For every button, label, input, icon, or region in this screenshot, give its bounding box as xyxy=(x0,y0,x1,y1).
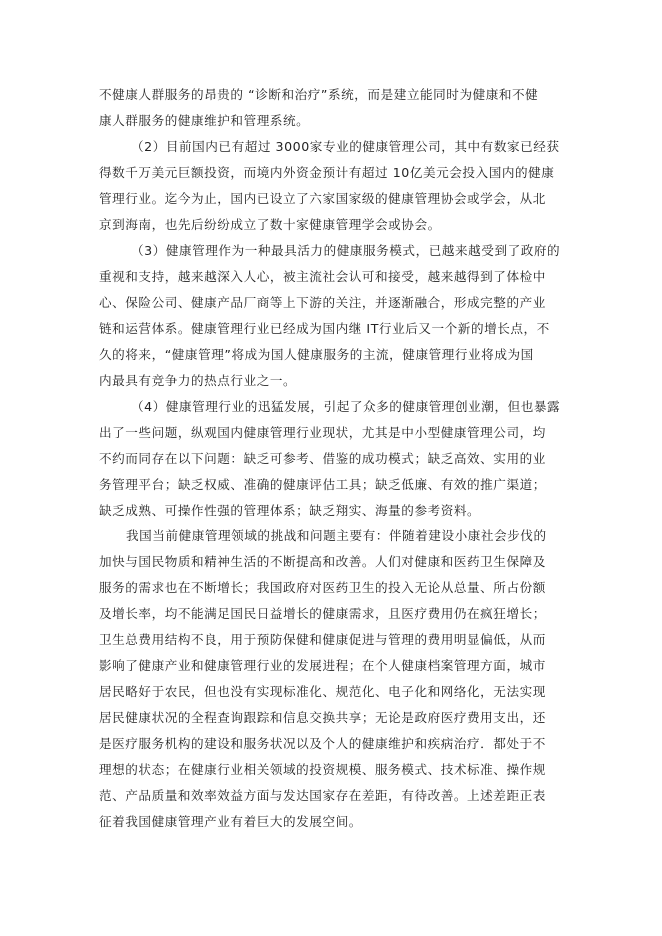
text-line: 是医疗服务机构的建设和服务状况以及个人的健康维护和疾病治疗．都处于不 xyxy=(99,736,546,751)
text-line: （2）目前国内已有超过 3000家专业的健康管理公司，其中有数家已经获 xyxy=(131,139,560,154)
text-line: 内最具有竞争力的热点行业之一。 xyxy=(99,373,297,388)
text-line: 务管理平台；缺乏权威、准确的健康评估工具；缺乏低廉、有效的推广渠道； xyxy=(99,477,546,492)
text-line: 居民健康状况的全程查询跟踪和信息交换共享；无论是政府医疗费用支出，还 xyxy=(99,710,546,725)
text-line: 久的将来，“健康管理”将成为国人健康服务的主流，健康管理行业将成为国 xyxy=(99,347,534,362)
text-line: 管理行业。迄今为止，国内已设立了六家国家级的健康管理协会或学会，从北 xyxy=(99,191,546,206)
text-line: 重视和支持，越来越深入人心，被主流社会认可和接受，越来越得到了体检中 xyxy=(99,269,546,284)
text-line: 卫生总费用结构不良，用于预防保健和健康促进与管理的费用明显偏低，从而 xyxy=(99,632,546,647)
text-line: 不健康人群服务的昂贵的 “诊断和治疗”系统，而是建立能同时为健康和不健 xyxy=(99,87,539,102)
text-line: 征着我国健康管理产业有着巨大的发展空间。 xyxy=(99,814,362,829)
text-line: 心、保险公司、健康产品厂商等上下游的关注，并逐渐融合，形成完整的产业 xyxy=(99,295,546,310)
text-line: 得数千万美元巨额投资，而境内外资金预计有超过 10亿美元会投入国内的健康 xyxy=(99,165,555,180)
text-line: 康人群服务的健康维护和管理系统。 xyxy=(99,113,310,128)
text-line: 及增长率，均不能满足国民日益增长的健康需求，且医疗费用仍在疯狂增长； xyxy=(99,606,546,621)
text-line: 不约而同存在以下问题：缺乏可参考、借鉴的成功模式；缺乏高效、实用的业 xyxy=(99,451,546,466)
text-line: 我国当前健康管理领域的挑战和问题主要有：伴随着建设小康社会步伐的 xyxy=(126,528,547,543)
text-line: 居民略好于农民，但也没有实现标准化、规范化、电子化和网络化，无法实现 xyxy=(99,684,546,699)
text-line: 服务的需求也在不断增长；我国政府对医药卫生的投入无论从总量、所占份额 xyxy=(99,580,546,595)
text-line: 京到海南，也先后纷纷成立了数十家健康管理学会或协会。 xyxy=(99,217,441,232)
text-line: 加快与国民物质和精神生活的不断提高和改善。人们对健康和医药卫生保障及 xyxy=(99,554,546,569)
text-line: （3）健康管理作为一种最具活力的健康服务模式，已越来越受到了政府的 xyxy=(131,243,561,258)
text-line: 链和运营体系。健康管理行业已经成为国内继 IT行业后又一个新的增长点，不 xyxy=(99,321,550,336)
text-line: 理想的状态；在健康行业相关领域的投资规模、服务模式、技术标准、操作规 xyxy=(99,762,546,777)
text-line: （4）健康管理行业的迅猛发展，引起了众多的健康管理创业潮，但也暴露 xyxy=(131,399,561,414)
text-line: 范、产品质量和效率效益方面与发达国家存在差距，有待改善。上述差距正表 xyxy=(99,788,546,803)
text-line: 影响了健康产业和健康管理行业的发展进程；在个人健康档案管理方面，城市 xyxy=(99,658,546,673)
text-line: 缺乏成熟、可操作性强的管理体系；缺乏翔实、海量的参考资料。 xyxy=(99,503,481,518)
text-line: 出了一些问题，纵观国内健康管理行业现状，尤其是中小型健康管理公司，均 xyxy=(99,425,546,440)
